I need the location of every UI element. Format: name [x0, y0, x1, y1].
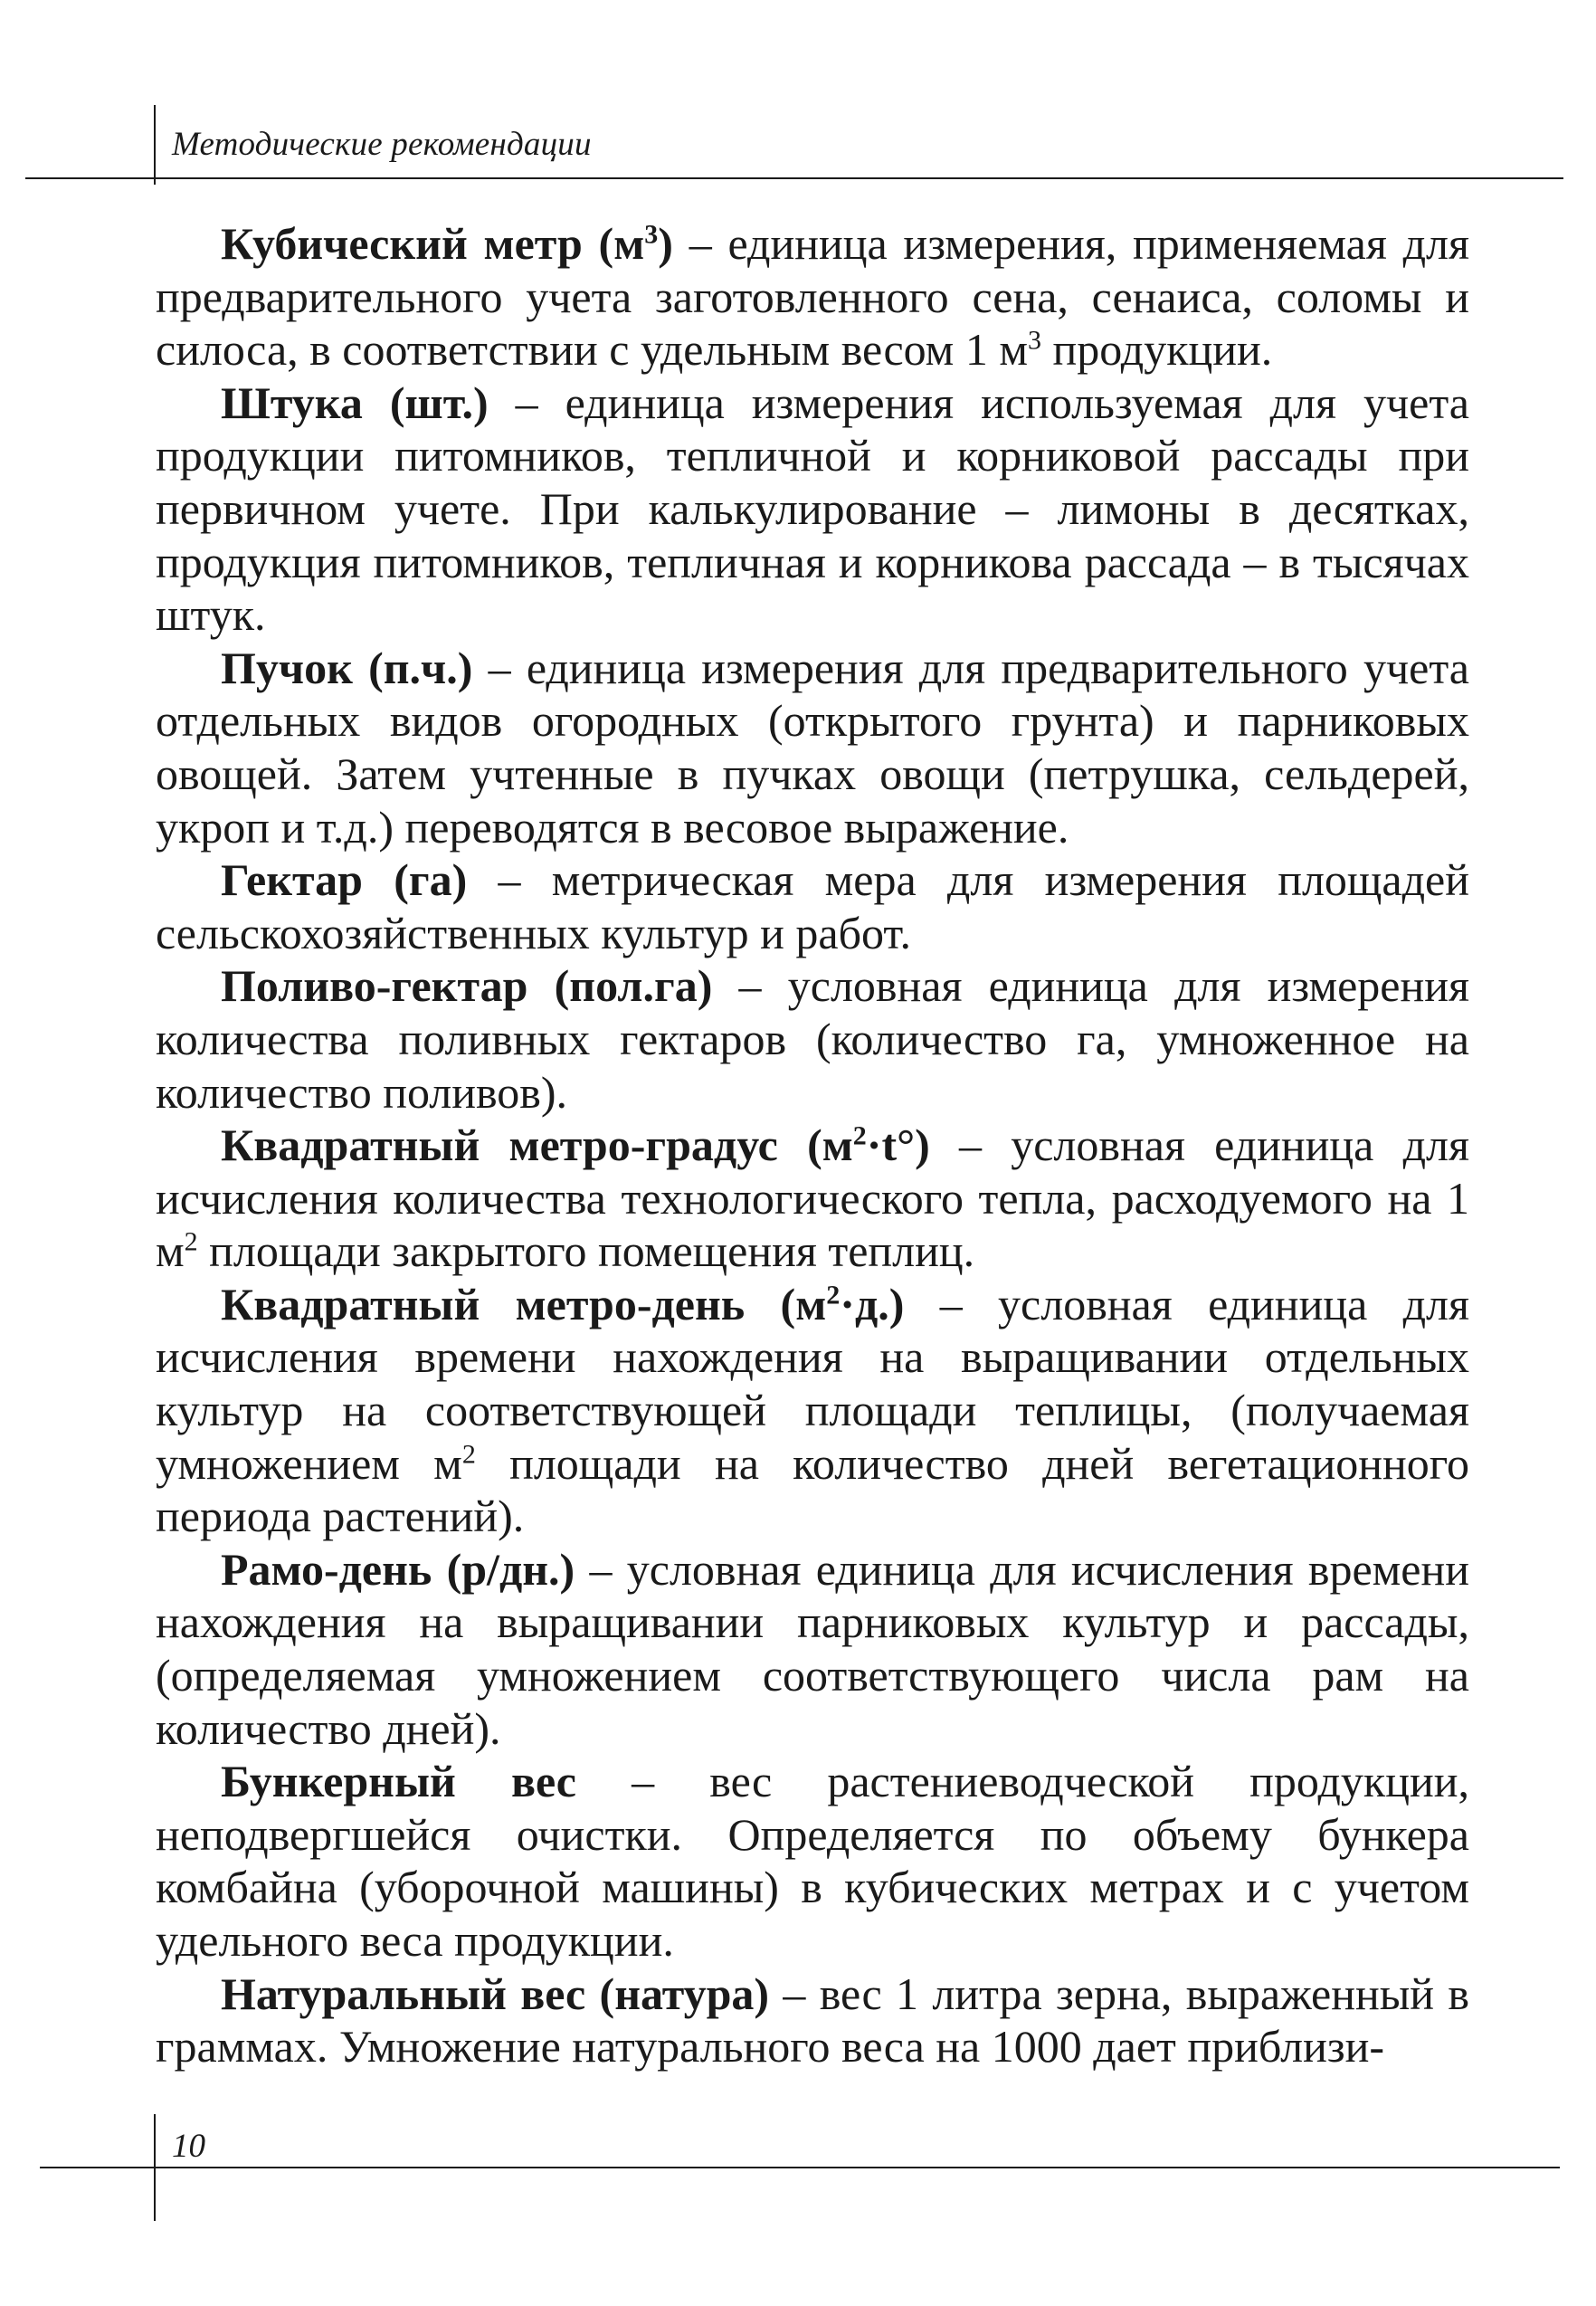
term-natural-weight: Натуральный вес (натура) [221, 1968, 770, 2019]
term-irrigation-hectare: Поливо-гектар (пол.га) [221, 960, 713, 1012]
term-bunker-weight: Бункерный вес [221, 1756, 576, 1807]
header-vertical-rule [154, 105, 156, 185]
header-horizontal-rule [25, 177, 1563, 179]
footer-horizontal-rule [40, 2167, 1560, 2168]
paragraph-cubic-meter: Кубический метр $(м^3)$ – единица измерения, применяемая для предварительного учета заготовленного сена, сенаиса, соломы и силоса, в соответствии с удельным весом 1 $м^3$ продукции. [156, 218, 1469, 376]
paragraph-frame-day: Рамо-день (р/дн.) – условная единица для исчисления времени нахождения на выращивании парниковых культур и рассады, (определяемая умножением соответствующего числа рам на количество дней). [156, 1543, 1469, 1754]
term-piece: Штука (шт.) [221, 376, 489, 428]
term-square-meter-degree: Квадратный метро-градус $(м^2\cdot t^\circ)$ [221, 1120, 930, 1171]
term-cubic-meter: Кубический метр $(м^3)$ [221, 218, 673, 269]
term-hectare: Гектар (га) [221, 854, 468, 906]
paragraph-irrigation-hectare: Поливо-гектар (пол.га) – условная единица для измерения количества поливных гектаров (количество га, умноженное на количество поливов). [156, 960, 1469, 1118]
paragraph-bunch: Пучок (п.ч.) – единица измерения для предварительного учета отдельных видов огородных (открытого грунта) и парниковых овощей. Затем учтенные в пучках овощи (петрушка, сельдерей, укроп и т.д.) переводятся в весовое выражение. [156, 642, 1469, 853]
paragraph-square-meter-day: Квадратный метро-день $(м^2\cdot д.)$ – условная единица для исчисления времени нахождения на выращивании отдельных культур на соответствующей площади теплицы, (получаемая умножением $м^2$ площади на количество дней вегетационного периода растений). [156, 1278, 1470, 1542]
paragraph-square-meter-degree: Квадратный метро-градус $(м^2\cdot t^\circ)$ – условная единица для исчисления количества технологического тепла, расходуемого на 1 $м^2$ площади закрытого помещения теплиц. [156, 1120, 1469, 1277]
running-header-title: Методические рекомендации [172, 126, 592, 163]
page-body [156, 217, 1469, 2073]
paragraph-bunker-weight: Бункерный вес – вес растениеводческой продукции, неподвергшейся очистки. Определяется по объему бункера комбайна (уборочной машины) в кубических метрах и с учетом удельного веса продукции. [156, 1756, 1469, 1966]
paragraph-natural-weight: Натуральный вес (натура) – вес 1 литра зерна, выраженный в граммах. Умножение натурального веса на 1000 дает приблизи- [156, 1968, 1470, 2073]
term-bunch: Пучок (п.ч.) [221, 642, 473, 693]
term-square-meter-day: Квадратный метро-день $(м^2\cdot д.)$ [221, 1278, 905, 1329]
paragraph-hectare: Гектар (га) – метрическая мера для измерения площадей сельскохозяйственных культур и работ. [156, 854, 1469, 958]
page-number: 10 [172, 2128, 205, 2165]
term-frame-day: Рамо-день (р/дн.) [221, 1543, 575, 1595]
paragraph-piece: Штука (шт.) – единица измерения используемая для учета продукции питомников, тепличной и корниковой рассады при первичном учете. При калькулирование – лимоны в десятках, продукция питомников, тепличная и корникова рассада – в тысячах штук. [156, 376, 1469, 641]
